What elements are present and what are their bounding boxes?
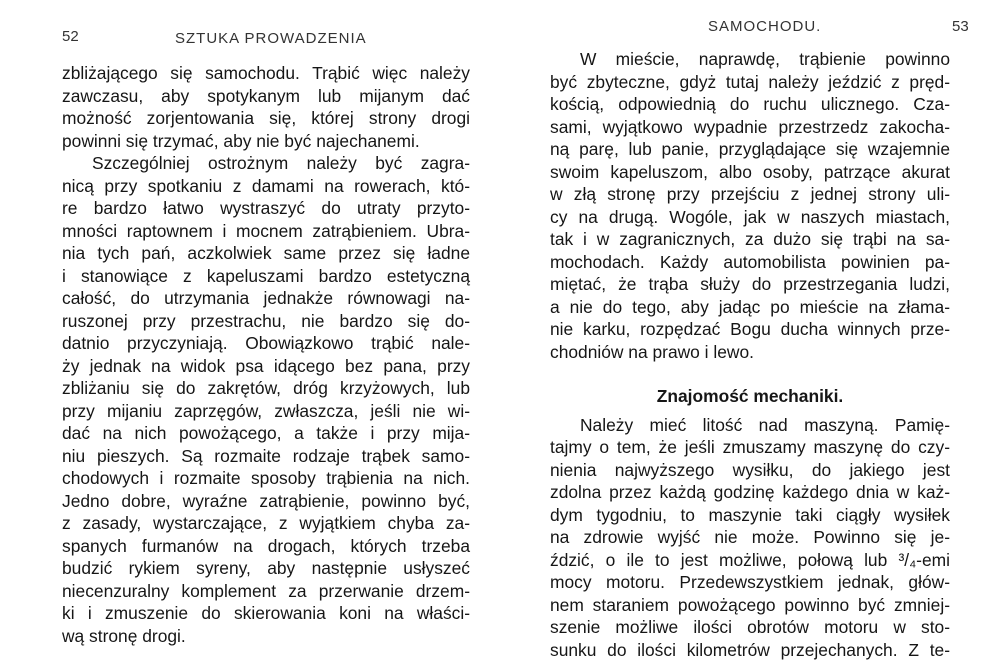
text-line: na zdrowie wyjść nie może. Powinno się je- [550, 527, 950, 547]
text-line: spanych furmanów na drogach, których trzeba [62, 535, 470, 556]
text-line: ruszonej przy przestrachu, nie bardzo się do- [62, 310, 470, 331]
text-line: chodniów na prawo i lewo. [550, 341, 754, 362]
text-line: nienia najwyższego wysiłku, do jakiego jest [550, 459, 950, 480]
page-body [550, 48, 950, 661]
text-line: zdolna przez każdą godzinę każdego dnia w każ- [550, 482, 950, 502]
text-line: miętać, że trąba służy do przestrzegania ludzi, [550, 274, 950, 294]
text-line: mocy motoru. Przedewszystkiem jednak, głów- [550, 572, 950, 592]
text-line: ki i zmuszenie do skierowania koni na właści- [62, 603, 470, 623]
text-line: nem staraniem powożącego powinno być zmniej- [550, 594, 950, 615]
text-line: W mieście, naprawdę, trąbienie powinno [580, 49, 950, 69]
text-line: całość, do utrzymania jednakże równowagi na- [62, 288, 470, 308]
running-head: SAMOCHODU. [708, 18, 822, 35]
section-heading: Znajomość mechaniki. [656, 386, 844, 406]
text-line: sami, wyjątkowo wypadnie przestrzedz zakocha- [550, 116, 950, 137]
text-line: przy mijaniu zaprzęgów, zwłaszcza, jeśli nie wi- [62, 400, 470, 421]
text-line: tajmy o tem, że jeśli zmuszamy maszynę do czy- [550, 437, 950, 457]
text-line: swoim kapeluszom, albo osoby, patrzące akurat [550, 161, 950, 182]
text-line: budzić rykiem syreny, aby następnie usłyszeć [62, 558, 470, 578]
text-line: zawczasu, aby spotykanym lub mijanym dać [62, 85, 470, 106]
text-line: sunku do ilości kilometrów przejechanych. Z te- [550, 639, 950, 660]
text-line: mności raptownem i mocnem zatrąbieniem. Ubra- [62, 220, 470, 241]
page-body [62, 62, 470, 647]
text-line: możność zorjentowania się, której strony drogi [62, 108, 470, 128]
text-line: nie karku, rozpędzać Bogu ducha winnych prze- [550, 319, 950, 339]
text-line: szenie możliwe ilości obrotów motoru w sto- [550, 617, 950, 637]
page-number: 53 [952, 18, 969, 35]
text-line: chodowych i rozmaite sposoby trąbienia na nich. [62, 468, 470, 488]
text-line: Szczególniej ostrożnym należy być zagra- [92, 153, 470, 173]
text-line: powinni się trzymać, aby nie być najechanemi. [62, 130, 420, 151]
text-line: zbliżającego się samochodu. Trąbić więc należy [62, 63, 470, 83]
text-line: niecenzuralny komplement za przerwanie drzem- [62, 580, 470, 601]
text-line: być zbyteczne, gdyż tutaj należy jeździć z pręd- [550, 71, 950, 92]
text-line: zbliżaniu się do zakrętów, dróg krzyżowych, lub [62, 378, 470, 398]
text-line: wą stronę drogi. [62, 625, 186, 646]
page-number: 52 [62, 28, 79, 45]
text-line: niu pieszych. Są rozmaite rodzaje trąbek samo- [62, 445, 470, 466]
text-line: dym tygodniu, to maszynie taki ciągły wysiłek [550, 504, 950, 525]
text-line: cy na drugą. Wogóle, jak w naszych miastach, [550, 206, 950, 227]
text-line: nicą przy spotkaniu z damami na rowerach, któ- [62, 175, 470, 196]
right-page [500, 0, 1000, 669]
text-line: w złą stronę przy przejściu z jednej strony uli- [550, 184, 950, 204]
text-line: ną parę, lub panie, przyglądające się wzajemnie [550, 139, 950, 159]
text-line: ży jednak na widok psa idącego bez pana, przy [62, 355, 470, 376]
text-line: datnio przyczyniają. Obowiązkowo trąbić nale- [62, 333, 470, 353]
text-line: tak i w zagranicznych, za dużo się trąbi na sa- [550, 229, 950, 249]
text-line: z zasady, wystarczające, z wyjątkiem chyba za- [62, 513, 470, 533]
text-line: a nie do tego, aby jadąc po mieście na złama- [550, 296, 950, 317]
text-line: ździć, o ile to jest możliwe, połową lub ³/₄-emi [550, 549, 950, 570]
text-line: Należy mieć litość nad maszyną. Pamię- [580, 414, 950, 435]
text-line: mochodach. Każdy automobilista powinien pa- [550, 251, 950, 272]
text-line: kością, odpowiednią do ruchu ulicznego. Cza- [550, 94, 950, 114]
text-line: Jedno dobre, wyraźne zatrąbienie, powinno być, [62, 490, 470, 511]
running-head: SZTUKA PROWADZENIA [175, 30, 367, 47]
text-line: re bardzo łatwo wystraszyć do utraty przyto- [62, 198, 470, 218]
text-line: nia tych pań, aczkolwiek same przez się ładne [62, 243, 470, 263]
text-line: i stanowiące z kapeluszami bardzo estetyczną [62, 265, 470, 286]
text-line: dać na nich powożącego, a także i przy mija- [62, 423, 470, 443]
